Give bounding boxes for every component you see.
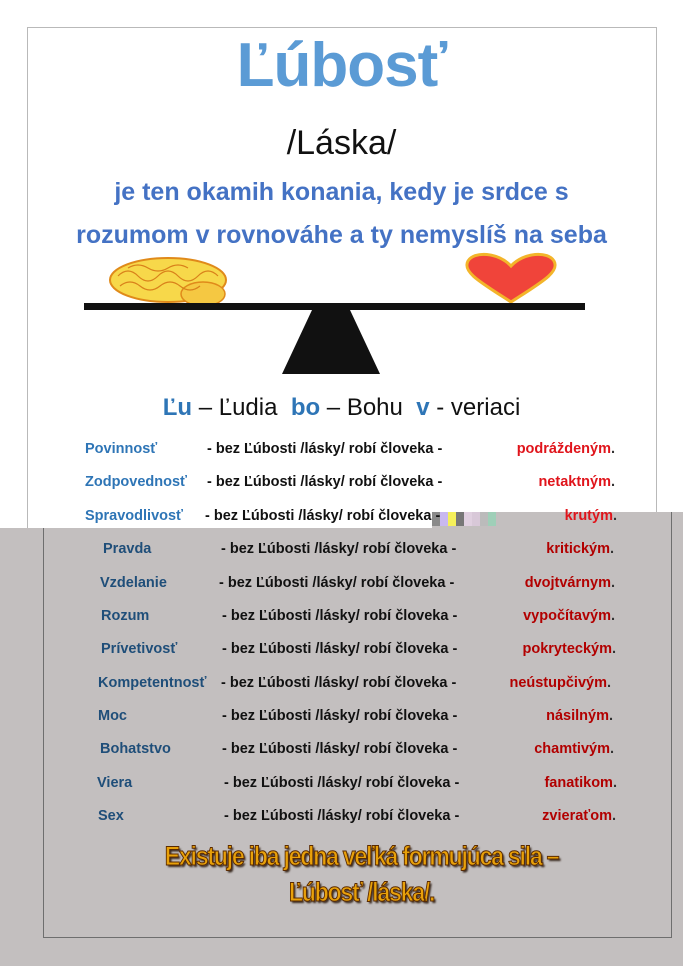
seesaw-fulcrum — [282, 310, 380, 374]
acronym-meaning: veriaci — [450, 394, 521, 421]
definition-text: je ten okamih konania, kedy je srdce s rozumom v rovnováhe a ty nemyslíš na seba — [76, 178, 607, 249]
list-item: Sex - bez Ľúbosti /lásky/ robí človeka - zvieraťom. — [98, 808, 616, 824]
poster-title: Ľúbosť — [236, 31, 447, 100]
acronym-meaning: Bohu — [346, 394, 403, 421]
acronym-key: v — [416, 394, 430, 421]
list-item: Pravda - bez Ľúbosti /lásky/ robí človeka - kritickým. — [103, 541, 614, 557]
brain-icon — [108, 256, 234, 308]
closing-statement: Existuje iba jedna veľká formujúca sila – Ľúbosť /láska/. — [164, 841, 559, 907]
list-item: Zodpovednosť - bez Ľúbosti /lásky/ robí človeka - netaktným. — [85, 474, 615, 490]
heart-icon — [460, 252, 562, 304]
list-item: Povinnosť - bez Ľúbosti /lásky/ robí človeka - podráždeným. — [85, 441, 615, 457]
list-item: Moc - bez Ľúbosti /lásky/ robí človeka - násilným. — [98, 708, 613, 724]
seesaw-beam — [84, 303, 585, 310]
list-item: Rozum - bez Ľúbosti /lásky/ robí človeka - vypočítavým. — [101, 608, 615, 624]
frame-edge — [671, 512, 672, 528]
list-item: Prívetivosť - bez Ľúbosti /lásky/ robí človeka - pokryteckým. — [101, 641, 616, 657]
poster-subtitle: /Láska/ — [286, 124, 397, 162]
acronym-meaning: Ľudia — [218, 394, 278, 421]
list-item: Viera - bez Ľúbosti /lásky/ robí človeka - fanatikom. — [97, 775, 617, 791]
list-item: Vzdelanie - bez Ľúbosti /lásky/ robí človeka - dvojtvárnym. — [100, 575, 615, 591]
acronym-line: Ľu – Ľudia bo – Bohu v - veriaci — [162, 394, 521, 421]
list-item: Bohatstvo - bez Ľúbosti /lásky/ robí človeka - chamtivým. — [100, 741, 614, 757]
list-item: Spravodlivosť - bez Ľúbosti /lásky/ robí človeka - krutým. — [85, 508, 617, 524]
acronym-key: bo — [290, 394, 321, 421]
list-item: Kompetentnosť - bez Ľúbosti /lásky/ robí človeka - neústupčivým. — [98, 675, 611, 691]
acronym-key: Ľu — [162, 394, 193, 421]
